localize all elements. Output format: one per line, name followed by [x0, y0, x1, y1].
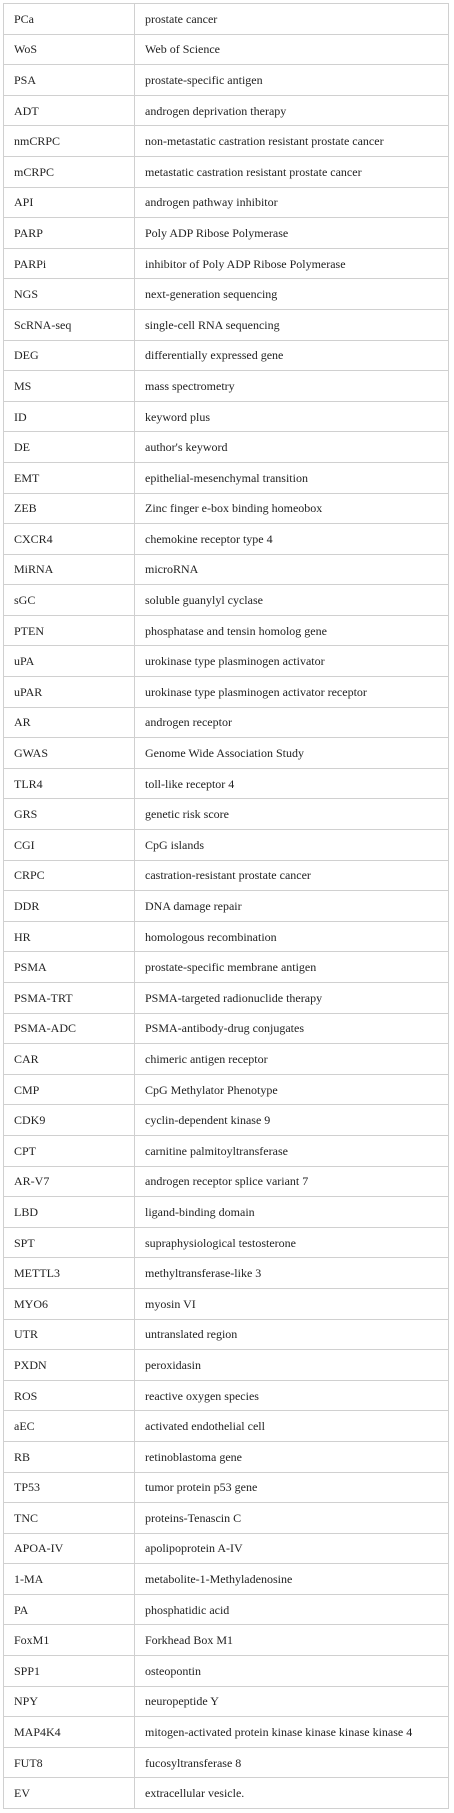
table-row [4, 768, 449, 799]
definition-cell: androgen receptor [135, 707, 449, 738]
definition-cell: prostate-specific antigen [135, 65, 449, 96]
table-row [4, 34, 449, 65]
table-row [4, 1227, 449, 1258]
table-row [4, 1135, 449, 1166]
abbreviation-cell: DEG [4, 340, 135, 371]
abbreviation-cell: ScRNA-seq [4, 309, 135, 340]
abbreviation-cell: DDR [4, 891, 135, 922]
table-row [4, 1564, 449, 1595]
table-row [4, 983, 449, 1014]
table-row [4, 646, 449, 677]
abbreviation-cell: NGS [4, 279, 135, 310]
definition-cell: reactive oxygen species [135, 1380, 449, 1411]
abbreviation-cell: GWAS [4, 738, 135, 769]
table-row [4, 1747, 449, 1778]
table-row [4, 1503, 449, 1534]
table-row [4, 1656, 449, 1687]
table-row [4, 1472, 449, 1503]
abbreviation-cell: MAP4K4 [4, 1717, 135, 1748]
table-row [4, 738, 449, 769]
abbreviation-cell: NPY [4, 1686, 135, 1717]
definition-cell: differentially expressed gene [135, 340, 449, 371]
abbreviation-cell: PA [4, 1594, 135, 1625]
table-row [4, 1625, 449, 1656]
abbreviation-cell: mCRPC [4, 156, 135, 187]
table-row [4, 952, 449, 983]
table-row [4, 218, 449, 249]
table-row [4, 799, 449, 830]
abbreviation-cell: uPAR [4, 677, 135, 708]
abbreviation-cell: FoxM1 [4, 1625, 135, 1656]
definition-cell: chimeric antigen receptor [135, 1044, 449, 1075]
abbreviation-cell: RB [4, 1441, 135, 1472]
definition-cell: CpG Methylator Phenotype [135, 1074, 449, 1105]
abbreviation-cell: SPP1 [4, 1656, 135, 1687]
definition-cell: peroxidasin [135, 1350, 449, 1381]
table-row [4, 95, 449, 126]
table-body [4, 4, 449, 1809]
definition-cell: neuropeptide Y [135, 1686, 449, 1717]
definition-cell: soluble guanylyl cyclase [135, 585, 449, 616]
table-row [4, 1319, 449, 1350]
table-row [4, 279, 449, 310]
abbreviation-cell: EMT [4, 462, 135, 493]
abbreviation-cell: PSMA-TRT [4, 983, 135, 1014]
table-row [4, 1288, 449, 1319]
abbreviation-cell: APOA-IV [4, 1533, 135, 1564]
abbreviation-cell: GRS [4, 799, 135, 830]
definition-cell: androgen deprivation therapy [135, 95, 449, 126]
abbreviation-cell: PSMA-ADC [4, 1013, 135, 1044]
definition-cell: prostate cancer [135, 4, 449, 35]
definition-cell: methyltransferase-like 3 [135, 1258, 449, 1289]
abbreviation-cell: AR [4, 707, 135, 738]
abbreviation-table [3, 3, 449, 1809]
definition-cell: keyword plus [135, 401, 449, 432]
definition-cell: homologous recombination [135, 921, 449, 952]
definition-cell: proteins-Tenascin C [135, 1503, 449, 1534]
definition-cell: retinoblastoma gene [135, 1441, 449, 1472]
definition-cell: PSMA-targeted radionuclide therapy [135, 983, 449, 1014]
table-row [4, 462, 449, 493]
abbreviation-cell: uPA [4, 646, 135, 677]
table-row [4, 707, 449, 738]
abbreviation-cell: ROS [4, 1380, 135, 1411]
definition-cell: urokinase type plasminogen activator [135, 646, 449, 677]
definition-cell: microRNA [135, 554, 449, 585]
abbreviation-cell: UTR [4, 1319, 135, 1350]
table-row [4, 585, 449, 616]
definition-cell: mitogen-activated protein kinase kinase kinase kinase 4 [135, 1717, 449, 1748]
definition-cell: apolipoprotein A-IV [135, 1533, 449, 1564]
table-row [4, 1778, 449, 1809]
definition-cell: extracellular vesicle. [135, 1778, 449, 1809]
table-row [4, 1686, 449, 1717]
definition-cell: castration-resistant prostate cancer [135, 860, 449, 891]
abbreviation-cell: TLR4 [4, 768, 135, 799]
definition-cell: activated endothelial cell [135, 1411, 449, 1442]
table-row [4, 830, 449, 861]
abbreviation-cell: CAR [4, 1044, 135, 1075]
table-row [4, 1380, 449, 1411]
abbreviation-cell: TP53 [4, 1472, 135, 1503]
abbreviation-cell: CPT [4, 1135, 135, 1166]
definition-cell: PSMA-antibody-drug conjugates [135, 1013, 449, 1044]
abbreviation-cell: MiRNA [4, 554, 135, 585]
definition-cell: metabolite-1-Methyladenosine [135, 1564, 449, 1595]
definition-cell: DNA damage repair [135, 891, 449, 922]
table-row [4, 1166, 449, 1197]
abbreviation-cell: PARP [4, 218, 135, 249]
definition-cell: supraphysiological testosterone [135, 1227, 449, 1258]
table-row [4, 524, 449, 555]
abbreviation-cell: nmCRPC [4, 126, 135, 157]
definition-cell: tumor protein p53 gene [135, 1472, 449, 1503]
definition-cell: androgen receptor splice variant 7 [135, 1166, 449, 1197]
table-row [4, 1044, 449, 1075]
table-row [4, 1411, 449, 1442]
abbreviation-cell: PSA [4, 65, 135, 96]
abbreviation-cell: SPT [4, 1227, 135, 1258]
definition-cell: next-generation sequencing [135, 279, 449, 310]
abbreviation-cell: DE [4, 432, 135, 463]
abbreviation-cell: FUT8 [4, 1747, 135, 1778]
abbreviation-cell: ID [4, 401, 135, 432]
abbreviation-cell: PCa [4, 4, 135, 35]
table-row [4, 615, 449, 646]
definition-cell: urokinase type plasminogen activator receptor [135, 677, 449, 708]
abbreviation-cell: EV [4, 1778, 135, 1809]
table-row [4, 340, 449, 371]
table-row [4, 187, 449, 218]
abbreviation-cell: MS [4, 371, 135, 402]
definition-cell: inhibitor of Poly ADP Ribose Polymerase [135, 248, 449, 279]
table-row [4, 1594, 449, 1625]
table-row [4, 1105, 449, 1136]
definition-cell: toll-like receptor 4 [135, 768, 449, 799]
table-row [4, 4, 449, 35]
abbreviation-cell: AR-V7 [4, 1166, 135, 1197]
definition-cell: CpG islands [135, 830, 449, 861]
abbreviation-cell: MYO6 [4, 1288, 135, 1319]
definition-cell: chemokine receptor type 4 [135, 524, 449, 555]
definition-cell: genetic risk score [135, 799, 449, 830]
table-row [4, 1013, 449, 1044]
abbreviation-cell: sGC [4, 585, 135, 616]
abbreviation-cell: PTEN [4, 615, 135, 646]
table-row [4, 1074, 449, 1105]
table-row [4, 156, 449, 187]
table-row [4, 921, 449, 952]
abbreviation-table-container [3, 3, 449, 1809]
definition-cell: Zinc finger e-box binding homeobox [135, 493, 449, 524]
table-row [4, 1197, 449, 1228]
table-row [4, 65, 449, 96]
definition-cell: epithelial-mesenchymal transition [135, 462, 449, 493]
abbreviation-cell: CGI [4, 830, 135, 861]
definition-cell: cyclin-dependent kinase 9 [135, 1105, 449, 1136]
definition-cell: fucosyltransferase 8 [135, 1747, 449, 1778]
table-row [4, 248, 449, 279]
table-row [4, 126, 449, 157]
definition-cell: untranslated region [135, 1319, 449, 1350]
definition-cell: single-cell RNA sequencing [135, 309, 449, 340]
table-row [4, 860, 449, 891]
abbreviation-cell: CRPC [4, 860, 135, 891]
table-row [4, 677, 449, 708]
abbreviation-cell: PXDN [4, 1350, 135, 1381]
definition-cell: Web of Science [135, 34, 449, 65]
definition-cell: androgen pathway inhibitor [135, 187, 449, 218]
definition-cell: phosphatidic acid [135, 1594, 449, 1625]
abbreviation-cell: PARPi [4, 248, 135, 279]
abbreviation-cell: TNC [4, 1503, 135, 1534]
abbreviation-cell: ZEB [4, 493, 135, 524]
abbreviation-cell: CMP [4, 1074, 135, 1105]
table-row [4, 1717, 449, 1748]
table-row [4, 1533, 449, 1564]
table-row [4, 1350, 449, 1381]
definition-cell: osteopontin [135, 1656, 449, 1687]
definition-cell: Poly ADP Ribose Polymerase [135, 218, 449, 249]
abbreviation-cell: API [4, 187, 135, 218]
definition-cell: prostate-specific membrane antigen [135, 952, 449, 983]
table-row [4, 891, 449, 922]
definition-cell: metastatic castration resistant prostate cancer [135, 156, 449, 187]
definition-cell: phosphatase and tensin homolog gene [135, 615, 449, 646]
table-row [4, 371, 449, 402]
table-row [4, 1441, 449, 1472]
definition-cell: mass spectrometry [135, 371, 449, 402]
abbreviation-cell: HR [4, 921, 135, 952]
abbreviation-cell: aEC [4, 1411, 135, 1442]
definition-cell: Genome Wide Association Study [135, 738, 449, 769]
abbreviation-cell: WoS [4, 34, 135, 65]
abbreviation-cell: CDK9 [4, 1105, 135, 1136]
definition-cell: carnitine palmitoyltransferase [135, 1135, 449, 1166]
abbreviation-cell: CXCR4 [4, 524, 135, 555]
definition-cell: myosin VI [135, 1288, 449, 1319]
table-row [4, 309, 449, 340]
definition-cell: Forkhead Box M1 [135, 1625, 449, 1656]
abbreviation-cell: 1-MA [4, 1564, 135, 1595]
abbreviation-cell: LBD [4, 1197, 135, 1228]
table-row [4, 493, 449, 524]
definition-cell: ligand-binding domain [135, 1197, 449, 1228]
table-row [4, 1258, 449, 1289]
abbreviation-cell: ADT [4, 95, 135, 126]
table-row [4, 554, 449, 585]
definition-cell: author's keyword [135, 432, 449, 463]
table-row [4, 432, 449, 463]
definition-cell: non-metastatic castration resistant prostate cancer [135, 126, 449, 157]
abbreviation-cell: PSMA [4, 952, 135, 983]
abbreviation-cell: METTL3 [4, 1258, 135, 1289]
table-row [4, 401, 449, 432]
